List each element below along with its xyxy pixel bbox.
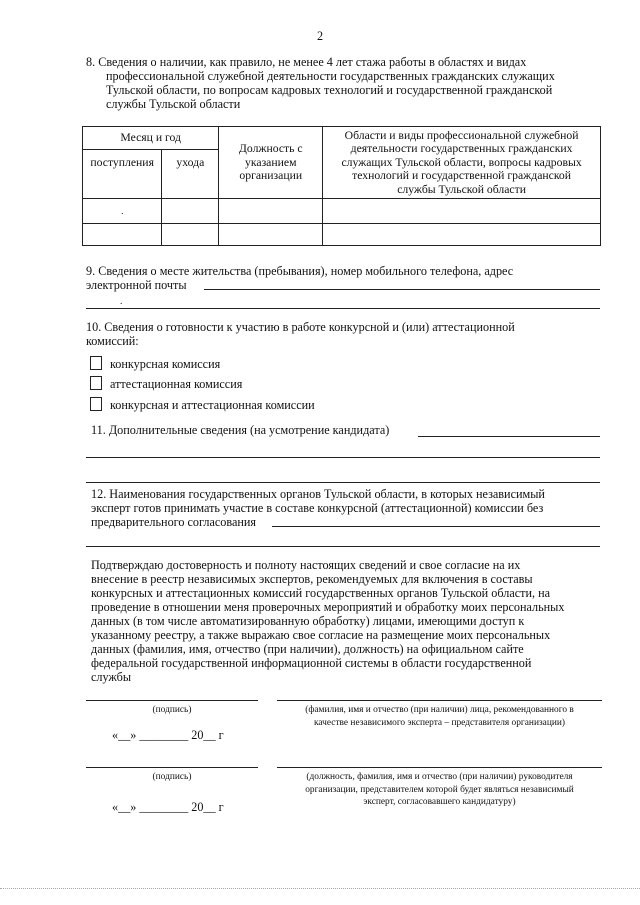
cell-mark: .	[121, 205, 124, 216]
confirmation-line: указанному реестру, а также выражаю свое согласие на размещение моих персональных	[91, 628, 551, 642]
name-caption: (должность, фамилия, имя и отчество (при наличии) руководителя организации, представителем которой будет являться независимый эксперт, согласовавшего кандидатуру)	[305, 772, 574, 807]
section-8-line: профессиональной служебной деятельности государственных гражданских служащих	[106, 69, 555, 83]
section-9-line2: электронной почты	[86, 278, 187, 292]
signature-label: (подпись)	[152, 705, 192, 715]
fill-line	[418, 436, 600, 437]
header-position: Должность с указанием организации	[219, 127, 323, 199]
section-10-line2: комиссий:	[86, 334, 139, 348]
section-9-mark: .	[120, 297, 123, 307]
header-areas: Области и виды профессиональной служебной деятельности государственных гражданских служащих Тульской области, вопросы кадровых технологий и государственной гражданской службы Тульской области	[323, 127, 601, 199]
confirmation-line: конкурсных и аттестационных комиссий государственных органов Тульской области, на	[91, 586, 551, 600]
checkbox-competition[interactable]	[90, 356, 102, 370]
experience-table	[82, 126, 601, 246]
table-cell	[162, 224, 219, 246]
header-end: ухода	[162, 150, 219, 199]
name-line	[277, 700, 602, 701]
section-11-text: 11. Дополнительные сведения (на усмотрение кандидата)	[91, 423, 390, 437]
confirmation-line: проведение в отношении меня проверочных мероприятий и обработку моих персональных	[91, 600, 565, 614]
scan-edge-artifact	[0, 888, 640, 889]
checkbox-attestation-label: аттестационная комиссия	[110, 377, 243, 391]
section-8-line: службы Тульской области	[106, 97, 241, 111]
section-12-line1: 12. Наименования государственных органов Тульской области, в которых независимый	[91, 487, 545, 501]
table-cell	[219, 199, 323, 224]
table-cell	[83, 199, 162, 224]
table-cell	[219, 224, 323, 246]
signature-line	[86, 700, 258, 701]
page-number: 2	[316, 29, 324, 43]
table-cell	[323, 199, 601, 224]
confirmation-line: внесение в реестр независимых экспертов, рекомендуемых для включения в составы	[91, 572, 533, 586]
date-field: «__» ________ 20__ г	[112, 800, 224, 814]
confirmation-line: данных (в том числе автоматизированную обработку) лицами, имеющими доступ к	[91, 614, 525, 628]
fill-line	[86, 482, 600, 483]
section-10-line1: 10. Сведения о готовности к участию в работе конкурсной и (или) аттестационной	[86, 320, 515, 334]
name-line	[277, 767, 602, 768]
fill-line	[86, 546, 600, 547]
section-9-line1: 9. Сведения о месте жительства (пребывания), номер мобильного телефона, адрес	[86, 264, 514, 278]
fill-line	[86, 457, 600, 458]
name-caption: (фамилия, имя и отчество (при наличии) лица, рекомендованного в качестве независимого эксперта – представителя организации)	[305, 705, 574, 728]
table-cell	[162, 199, 219, 224]
confirmation-line: данных (фамилия, имя, отчество (при наличии), должность) на официальном сайте	[91, 642, 524, 656]
checkbox-competition-label: конкурсная комиссия	[110, 357, 221, 371]
header-month-year: Месяц и год	[83, 127, 219, 150]
section-12-line2: эксперт готов принимать участие в составе конкурсной (аттестационной) комиссии без	[91, 501, 544, 515]
section-8-line: 8. Сведения о наличии, как правило, не менее 4 лет стажа работы в областях и видах	[86, 55, 527, 69]
header-start: поступления	[83, 150, 162, 199]
table-cell	[323, 224, 601, 246]
confirmation-line: Подтверждаю достоверность и полноту настоящих сведений и свое согласие на их	[91, 558, 521, 572]
confirmation-line: федеральной государственной информационной системы в области государственной	[91, 656, 532, 670]
checkbox-both[interactable]	[90, 397, 102, 411]
table-cell	[83, 224, 162, 246]
fill-line	[204, 289, 600, 290]
fill-line	[86, 308, 600, 309]
signature-label: (подпись)	[152, 772, 192, 782]
section-8-line: Тульской области, по вопросам кадровых технологий и государственной гражданской	[106, 83, 553, 97]
date-field: «__» ________ 20__ г	[112, 728, 224, 742]
fill-line	[272, 526, 600, 527]
checkbox-both-label: конкурсная и аттестационная комиссии	[110, 398, 315, 412]
section-12-line3: предварительного согласования	[91, 515, 257, 529]
confirmation-line: службы	[91, 670, 132, 684]
signature-line	[86, 767, 258, 768]
checkbox-attestation[interactable]	[90, 376, 102, 390]
